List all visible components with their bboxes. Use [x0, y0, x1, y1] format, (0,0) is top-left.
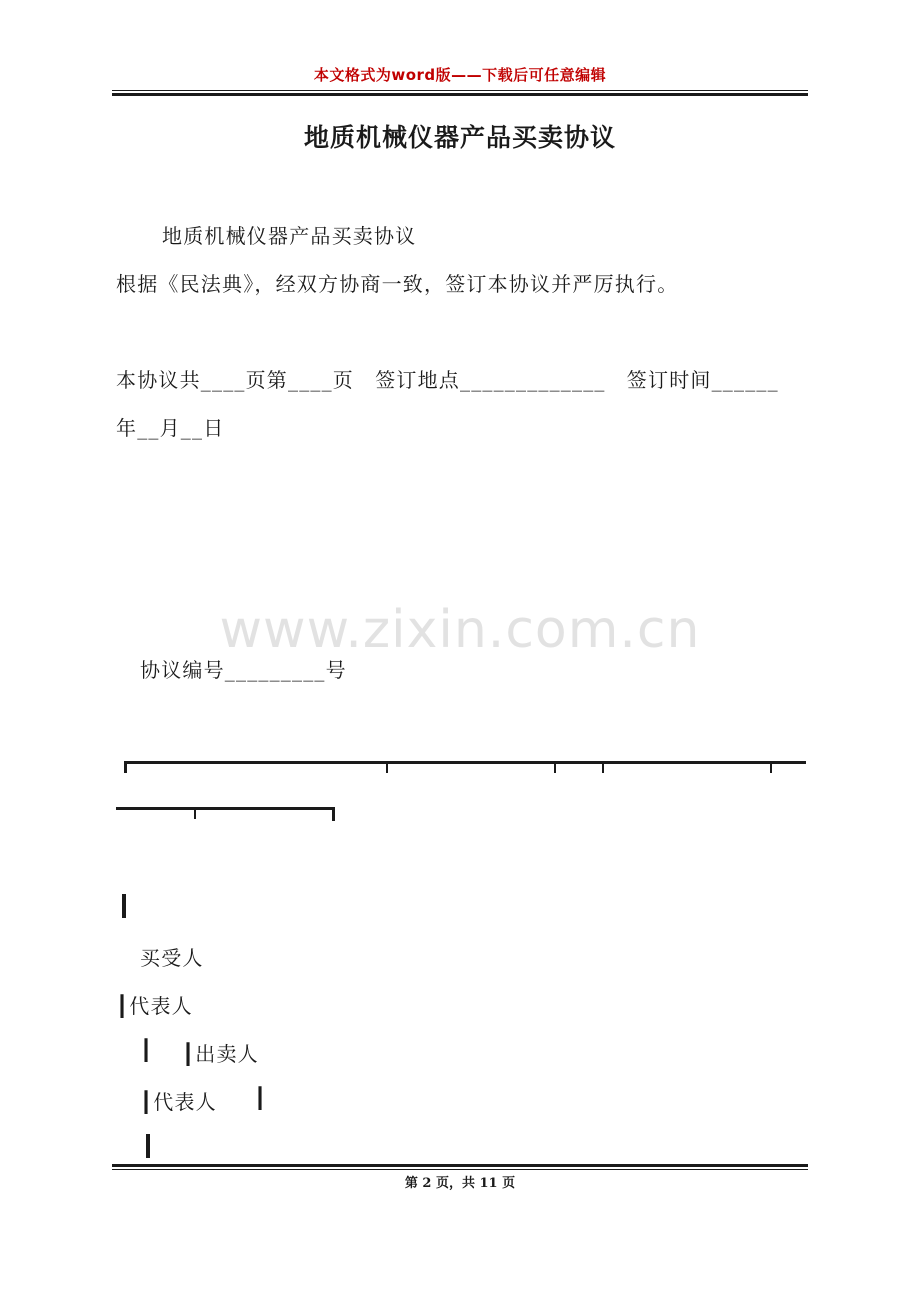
agreement-number: 协议编号_________号: [140, 658, 347, 682]
buyer-label: 买受人: [140, 946, 204, 970]
header-notice: 本文格式为word版——下载后可任意编辑: [313, 66, 607, 84]
meta-line-date: 年__月__日: [116, 416, 225, 440]
seller-label: ┃出卖人: [182, 1042, 259, 1066]
left-cell-bar: ┃: [140, 1038, 154, 1062]
footer-rule-thin: [112, 1169, 808, 1170]
header-rule-thin: [112, 90, 808, 91]
right-cell-bar: ┃: [254, 1086, 268, 1110]
document-subtitle: 地质机械仪器产品买卖协议: [162, 224, 417, 248]
buyer-representative: ┃代表人: [116, 994, 193, 1018]
table-border: [116, 755, 806, 825]
table-second-rule: [116, 807, 334, 810]
table-bottom-bar: [146, 1134, 150, 1158]
watermark: www.zixin.com.cn: [219, 600, 701, 660]
table-left-bar: [122, 894, 126, 918]
table-corner-right: [332, 807, 335, 821]
document-title: 地质机械仪器产品买卖协议: [303, 123, 616, 152]
seller-representative: ┃代表人: [140, 1090, 217, 1114]
table-corner-left: [124, 761, 127, 773]
footer-page-info: 第 2 页，共 11 页: [404, 1176, 516, 1191]
table-tick: [194, 807, 196, 819]
header-rule-thick: [112, 93, 808, 96]
table-tick: [770, 761, 772, 773]
table-tick: [386, 761, 388, 773]
footer-rule-thick: [112, 1164, 808, 1167]
table-tick: [602, 761, 604, 773]
basis-paragraph: 根据《民法典》，经双方协商一致，签订本协议并严厉执行。: [116, 272, 679, 296]
table-top-rule: [124, 761, 806, 764]
table-tick: [554, 761, 556, 773]
meta-line-pages-place-time: 本协议共____页第____页 签订地点_____________ 签订时间______: [116, 368, 779, 392]
